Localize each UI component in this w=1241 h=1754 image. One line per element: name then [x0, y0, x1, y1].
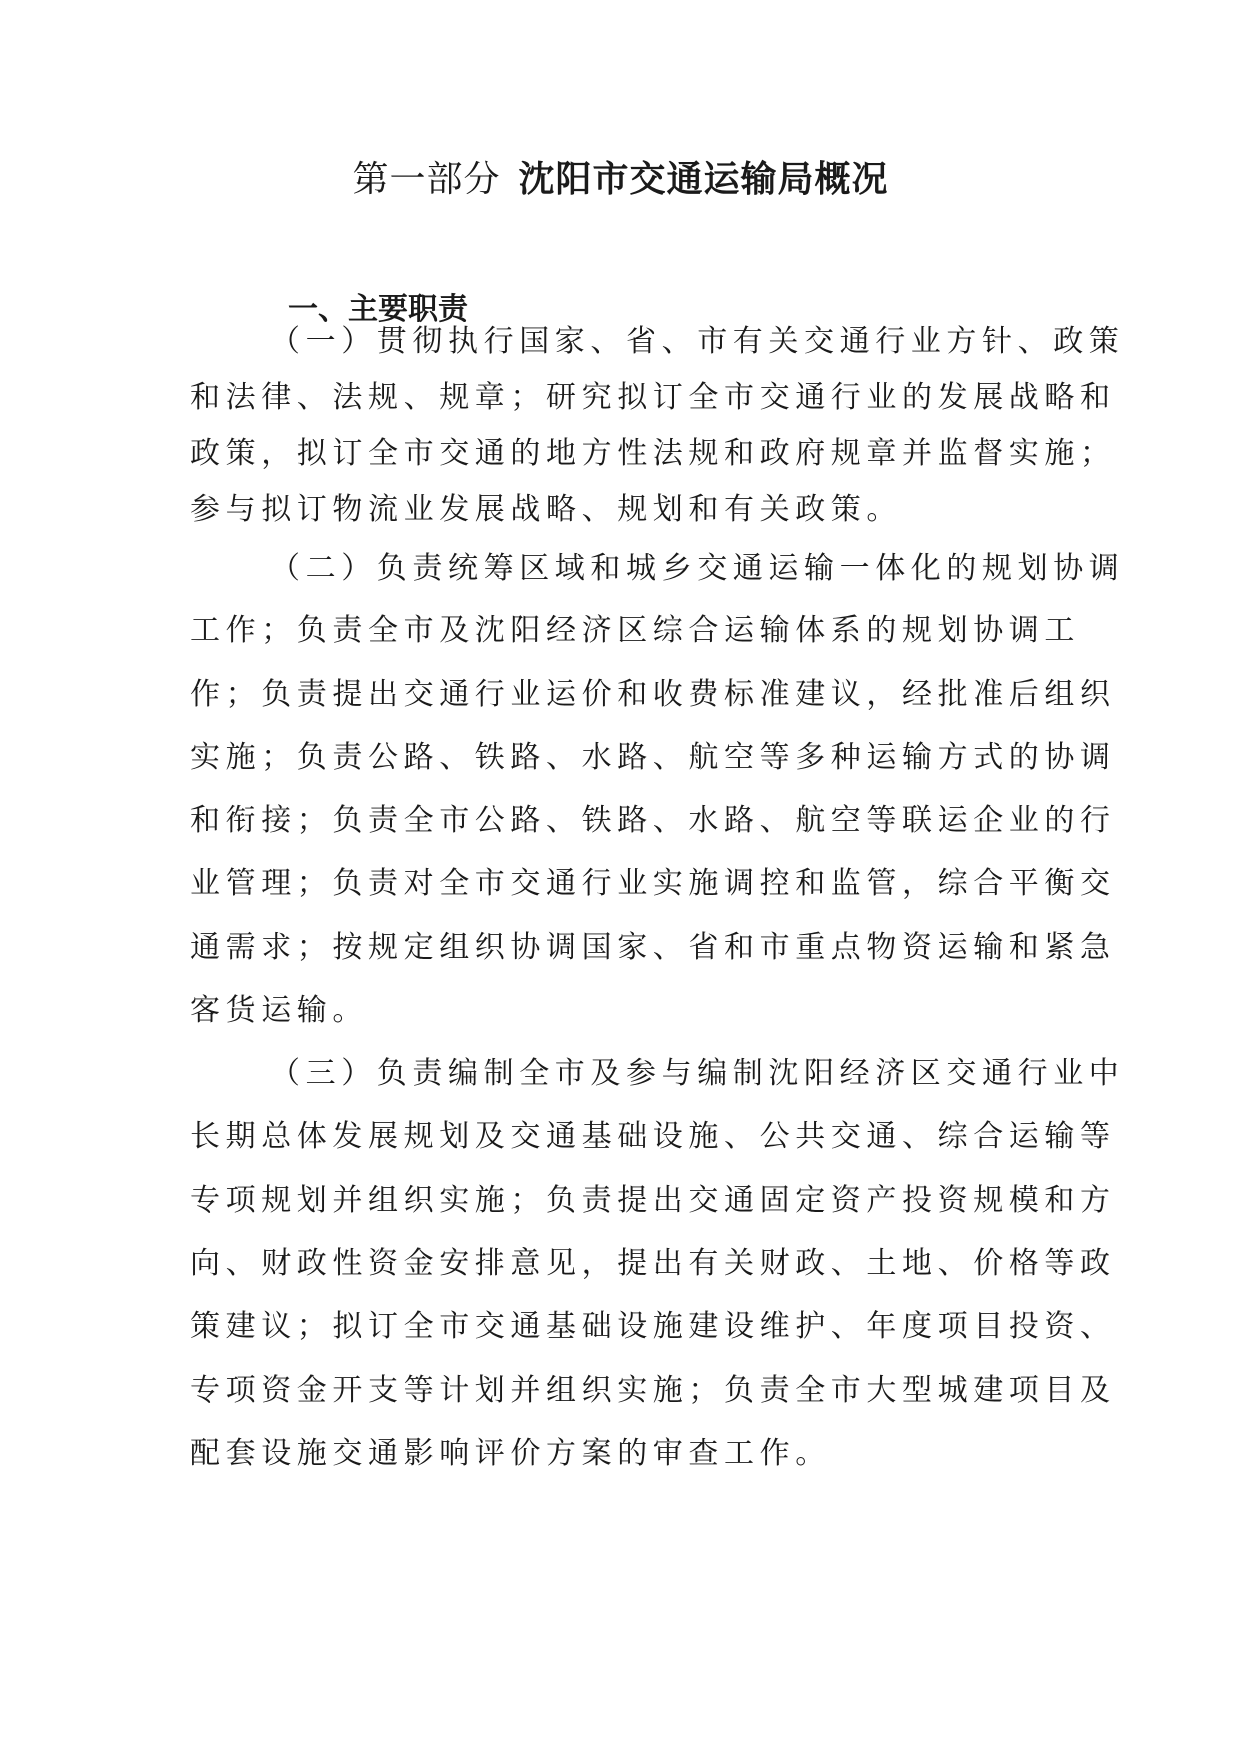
paragraph-3-line-4: 向、财政性资金安排意见，提出有关财政、土地、价格等政: [190, 1246, 1116, 1281]
section-heading: 一、主要职责: [288, 292, 468, 327]
paragraph-2-line-3: 作；负责提出交通行业运价和收费标准建议，经批准后组织: [190, 677, 1116, 712]
paragraph-3-line-6: 专项资金开支等计划并组织实施；负责全市大型城建项目及: [190, 1373, 1116, 1408]
page-title: [0, 158, 1241, 202]
paragraph-2-line-2: 工作；负责全市及沈阳经济区综合运输体系的规划协调工: [190, 613, 1080, 648]
paragraph-1-line-2: 和法律、法规、规章；研究拟订全市交通行业的发展战略和: [190, 380, 1116, 415]
paragraph-3-line-1: （三）负责编制全市及参与编制沈阳经济区交通行业中: [270, 1056, 1125, 1091]
paragraph-2-line-8: 客货运输。: [190, 993, 368, 1028]
paragraph-2-line-5: 和衔接；负责全市公路、铁路、水路、航空等联运企业的行: [190, 803, 1116, 838]
paragraph-2-line-6: 业管理；负责对全市交通行业实施调控和监管，综合平衡交: [190, 866, 1116, 901]
paragraph-2-line-4: 实施；负责公路、铁路、水路、航空等多种运输方式的协调: [190, 740, 1116, 775]
paragraph-3-line-3: 专项规划并组织实施；负责提出交通固定资产投资规模和方: [190, 1183, 1116, 1218]
paragraph-1-line-1: （一）贯彻执行国家、省、市有关交通行业方针、政策: [270, 324, 1125, 359]
title-part: 第一部分: [352, 159, 501, 200]
paragraph-2-line-1: （二）负责统筹区域和城乡交通运输一体化的规划协调: [270, 551, 1125, 586]
paragraph-2-line-7: 通需求；按规定组织协调国家、省和市重点物资运输和紧急: [190, 930, 1116, 965]
paragraph-1-line-4: 参与拟订物流业发展战略、规划和有关政策。: [190, 492, 902, 527]
paragraph-1-line-3: 政策，拟订全市交通的地方性法规和政府规章并监督实施；: [190, 436, 1116, 471]
paragraph-3-line-7: 配套设施交通影响评价方案的审查工作。: [190, 1436, 831, 1471]
title-name: 沈阳市交通运输局概况: [518, 159, 889, 200]
paragraph-3-line-2: 长期总体发展规划及交通基础设施、公共交通、综合运输等: [190, 1119, 1116, 1154]
paragraph-3-line-5: 策建议；拟订全市交通基础设施建设维护、年度项目投资、: [190, 1309, 1116, 1344]
